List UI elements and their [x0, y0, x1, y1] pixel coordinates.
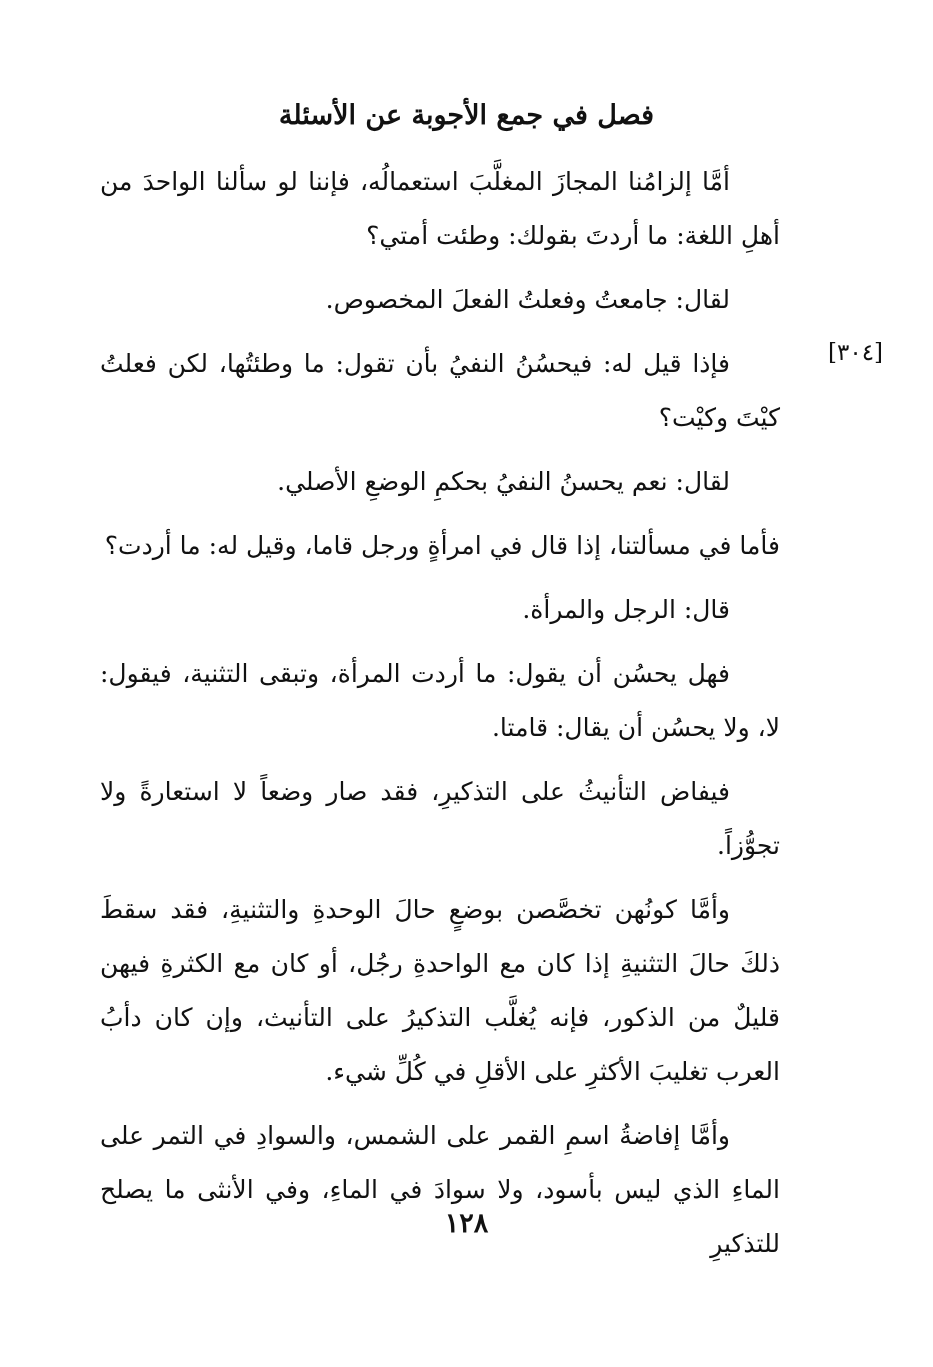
paragraph: وأمَّا إفاضةُ اسمِ القمر على الشمس، والسوادِ في التمر على الماءِ الذي ليس بأسود، ولا سوادَ في الماءِ، وفي الأنثى ما يصلح للتذكيرِ: [100, 1121, 780, 1258]
page-number: ١٢٨: [444, 1208, 489, 1239]
paragraph: لقال: نعم يحسنُ النفيُ بحكمِ الوضعِ الأصلي.: [277, 467, 730, 496]
paragraph: فإذا قيل له: فيحسُنُ النفيُ بأن تقول: ما وطئتُها، لكن فعلتُ كيْتَ وكيْت؟: [100, 349, 780, 432]
paragraph: لقال: جامعتُ وفعلتُ الفعلَ المخصوص.: [325, 285, 730, 314]
paragraph: فهل يحسُن أن يقول: ما أردت المرأة، وتبقى التثنية، فيقول: لا، ولا يحسُن أن يقال: قامتا.: [100, 659, 780, 742]
paragraph: فيفاض التأنيثُ على التذكيرِ، فقد صار وضعاً لا استعارةً ولا تجوُّزاً.: [100, 777, 780, 860]
paragraph: قال: الرجل والمرأة.: [522, 595, 730, 624]
paragraph: أمَّا إلزامُنا المجازَ المغلَّبَ استعمالُه، فإننا لو سألنا الواحدَ من أهلِ اللغة: ما أردتَ بقولك: وطئت أمتي؟: [100, 167, 780, 250]
body-text: [100, 155, 780, 1281]
section-title: فصل في جمع الأجوبة عن الأسئلة: [278, 100, 655, 131]
paragraph: فأما في مسألتنا، إذا قال في امرأةٍ ورجل قاما، وقيل له: ما أردت؟: [104, 531, 780, 560]
margin-reference: [٣٠٤]: [828, 340, 884, 366]
paragraph: وأمَّا كونُهن تخصَّصن بوضعٍ حالَ الوحدةِ والتثنيةِ، فقد سقطَ ذلكَ حالَ التثنيةِ إذا كان مع الواحدةِ رجُل، أو كان مع الكثرةِ فيهن قليلٌ من الذكور، فإنه يُغلَّب التذكيرُ على التأنيث، وإن كان دأبُ العرب تغليبَ الأكثرِ على الأقلِ في كُلِّ شيء.: [100, 895, 780, 1086]
